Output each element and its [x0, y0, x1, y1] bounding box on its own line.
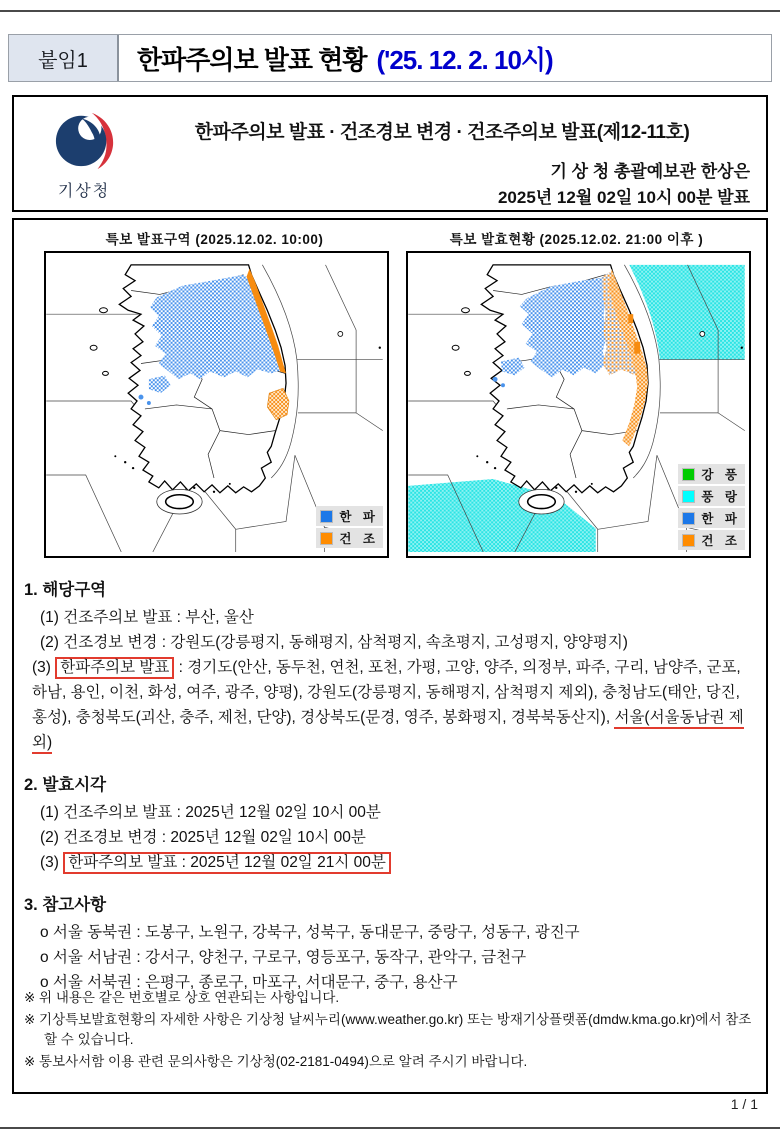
dry-color-swatch: [682, 534, 695, 547]
section1-heading: 1. 해당구역: [24, 581, 107, 599]
right-map-title: 특보 발효현황 (2025.12.02. 21:00 이후 ): [449, 232, 704, 247]
footnote-3: ※ 통보사서함 이용 관련 문의사항은 기상청(02-2181-0494)으로 알려 주시기 바랍니다.: [24, 1053, 528, 1069]
attachment-title-date: ('25. 12. 2. 10시): [376, 44, 553, 75]
left-map-frame: [44, 251, 389, 558]
document-title: 한파주의보 발표 · 건조경보 변경 · 건조주의보 발표(제12-11호): [194, 122, 690, 143]
legend-item-dry: 건 조: [678, 530, 745, 550]
attachment-header-bar: [8, 34, 772, 82]
coldwave-color-swatch: [682, 512, 695, 525]
section1-item1: (1) 건조주의보 발표 : 부산, 울산: [40, 609, 254, 626]
footnotes: [24, 988, 760, 1073]
section3-item1: o 서울 동북권 : 도봉구, 노원구, 강북구, 성북구, 동대문구, 중랑구, 성동구, 광진구: [40, 924, 580, 941]
left-map-title: 특보 발표구역 (2025.12.02. 10:00): [105, 232, 324, 247]
top-rule: [0, 10, 780, 12]
kma-logo: [46, 109, 122, 201]
section2-item1: (1) 건조주의보 발표 : 2025년 12월 02일 10시 00분: [40, 804, 381, 821]
legend-item-coldwave: 한 파: [316, 506, 383, 526]
kma-logo-icon: [53, 109, 115, 171]
document-header-box: [12, 95, 768, 212]
strongwind-color-swatch: [682, 468, 695, 481]
left-map-legend: [316, 504, 383, 548]
advisory-map-issued: [44, 228, 385, 558]
legend-item-windwave: 풍 랑: [678, 486, 745, 506]
section3-item3: o 서울 서북권 : 은평구, 종로구, 마포구, 서대문구, 중구, 용산구: [40, 974, 458, 991]
footnote-1: ※ 위 내용은 같은 번호별로 상호 연관되는 사항입니다.: [24, 990, 340, 1005]
section2-heading: 2. 발효시각: [24, 776, 107, 794]
document-issued-at: 2025년 12월 02일 10시 00분 발표: [497, 188, 750, 207]
document-body-box: [12, 218, 768, 1094]
kma-logo-label: 기상청: [57, 183, 111, 200]
coldwave-advisory-highlight: 한파주의보 발표: [55, 657, 174, 679]
attachment-tag: 붙임1: [9, 35, 119, 81]
page-number: 1 / 1: [730, 1096, 758, 1112]
legend-item-coldwave: 한 파: [678, 508, 745, 528]
coldwave-time-highlight: 한파주의보 발표 : 2025년 12월 02일 21시 00분: [63, 852, 391, 874]
section3-heading: 3. 참고사항: [24, 896, 107, 914]
advisory-map-effective: [406, 228, 747, 558]
attachment-title: [119, 35, 771, 81]
legend-item-strongwind: 강 풍: [678, 464, 745, 484]
section2-item3: (3) 한파주의보 발표 : 2025년 12월 02일 21시 00분: [24, 850, 756, 875]
bottom-rule: [0, 1127, 780, 1129]
coldwave-color-swatch: [320, 510, 333, 523]
right-map-frame: [406, 251, 751, 558]
attachment-title-text: 한파주의보 발표 현황: [137, 44, 367, 75]
document-issuer: 기 상 청 총괄예보관 한상은: [550, 162, 750, 181]
section1-item2: (2) 건조경보 변경 : 강원도(강릉평지, 동해평지, 삼척평지, 속초평지, 고성평지, 양양평지): [40, 634, 628, 651]
windwave-color-swatch: [682, 490, 695, 503]
dry-color-swatch: [320, 532, 333, 545]
body-sections: [24, 568, 756, 995]
footnote-2: ※ 기상특보발효현황의 자세한 사항은 기상청 날씨누리(www.weather.go.kr) 또는 방재기상플랫폼(dmdw.kma.go.kr)에서 참조할 수 있습니다.: [24, 1011, 752, 1047]
right-map-legend: [678, 462, 745, 550]
seoul-exclusion-underline: 서울(서울동남권 제외): [32, 709, 744, 754]
section2-item2: (2) 건조경보 변경 : 2025년 12월 02일 10시 00분: [40, 829, 366, 846]
legend-item-dry: 건 조: [316, 528, 383, 548]
section1-item3: (3) 한파주의보 발표 : 경기도(안산, 동두천, 연천, 포천, 가평, 고양, 양주, 의정부, 파주, 구리, 남양주, 군포, 하남, 용인, 이천, 화성, 여주, 광주, 양평), 강원도(강릉평지, 동해평지, 삼척평지 제외), 충청남도(태안, 당진, 홍성), 충청북도(괴산, 충주, 제천, 단양), 경상북도(문경, 영주, 봉화평지, 경북북동산지), 서울(서울동남권 제외): [24, 655, 756, 755]
section3-item2: o 서울 서남권 : 강서구, 양천구, 구로구, 영등포구, 동작구, 관악구, 금천구: [40, 949, 527, 966]
